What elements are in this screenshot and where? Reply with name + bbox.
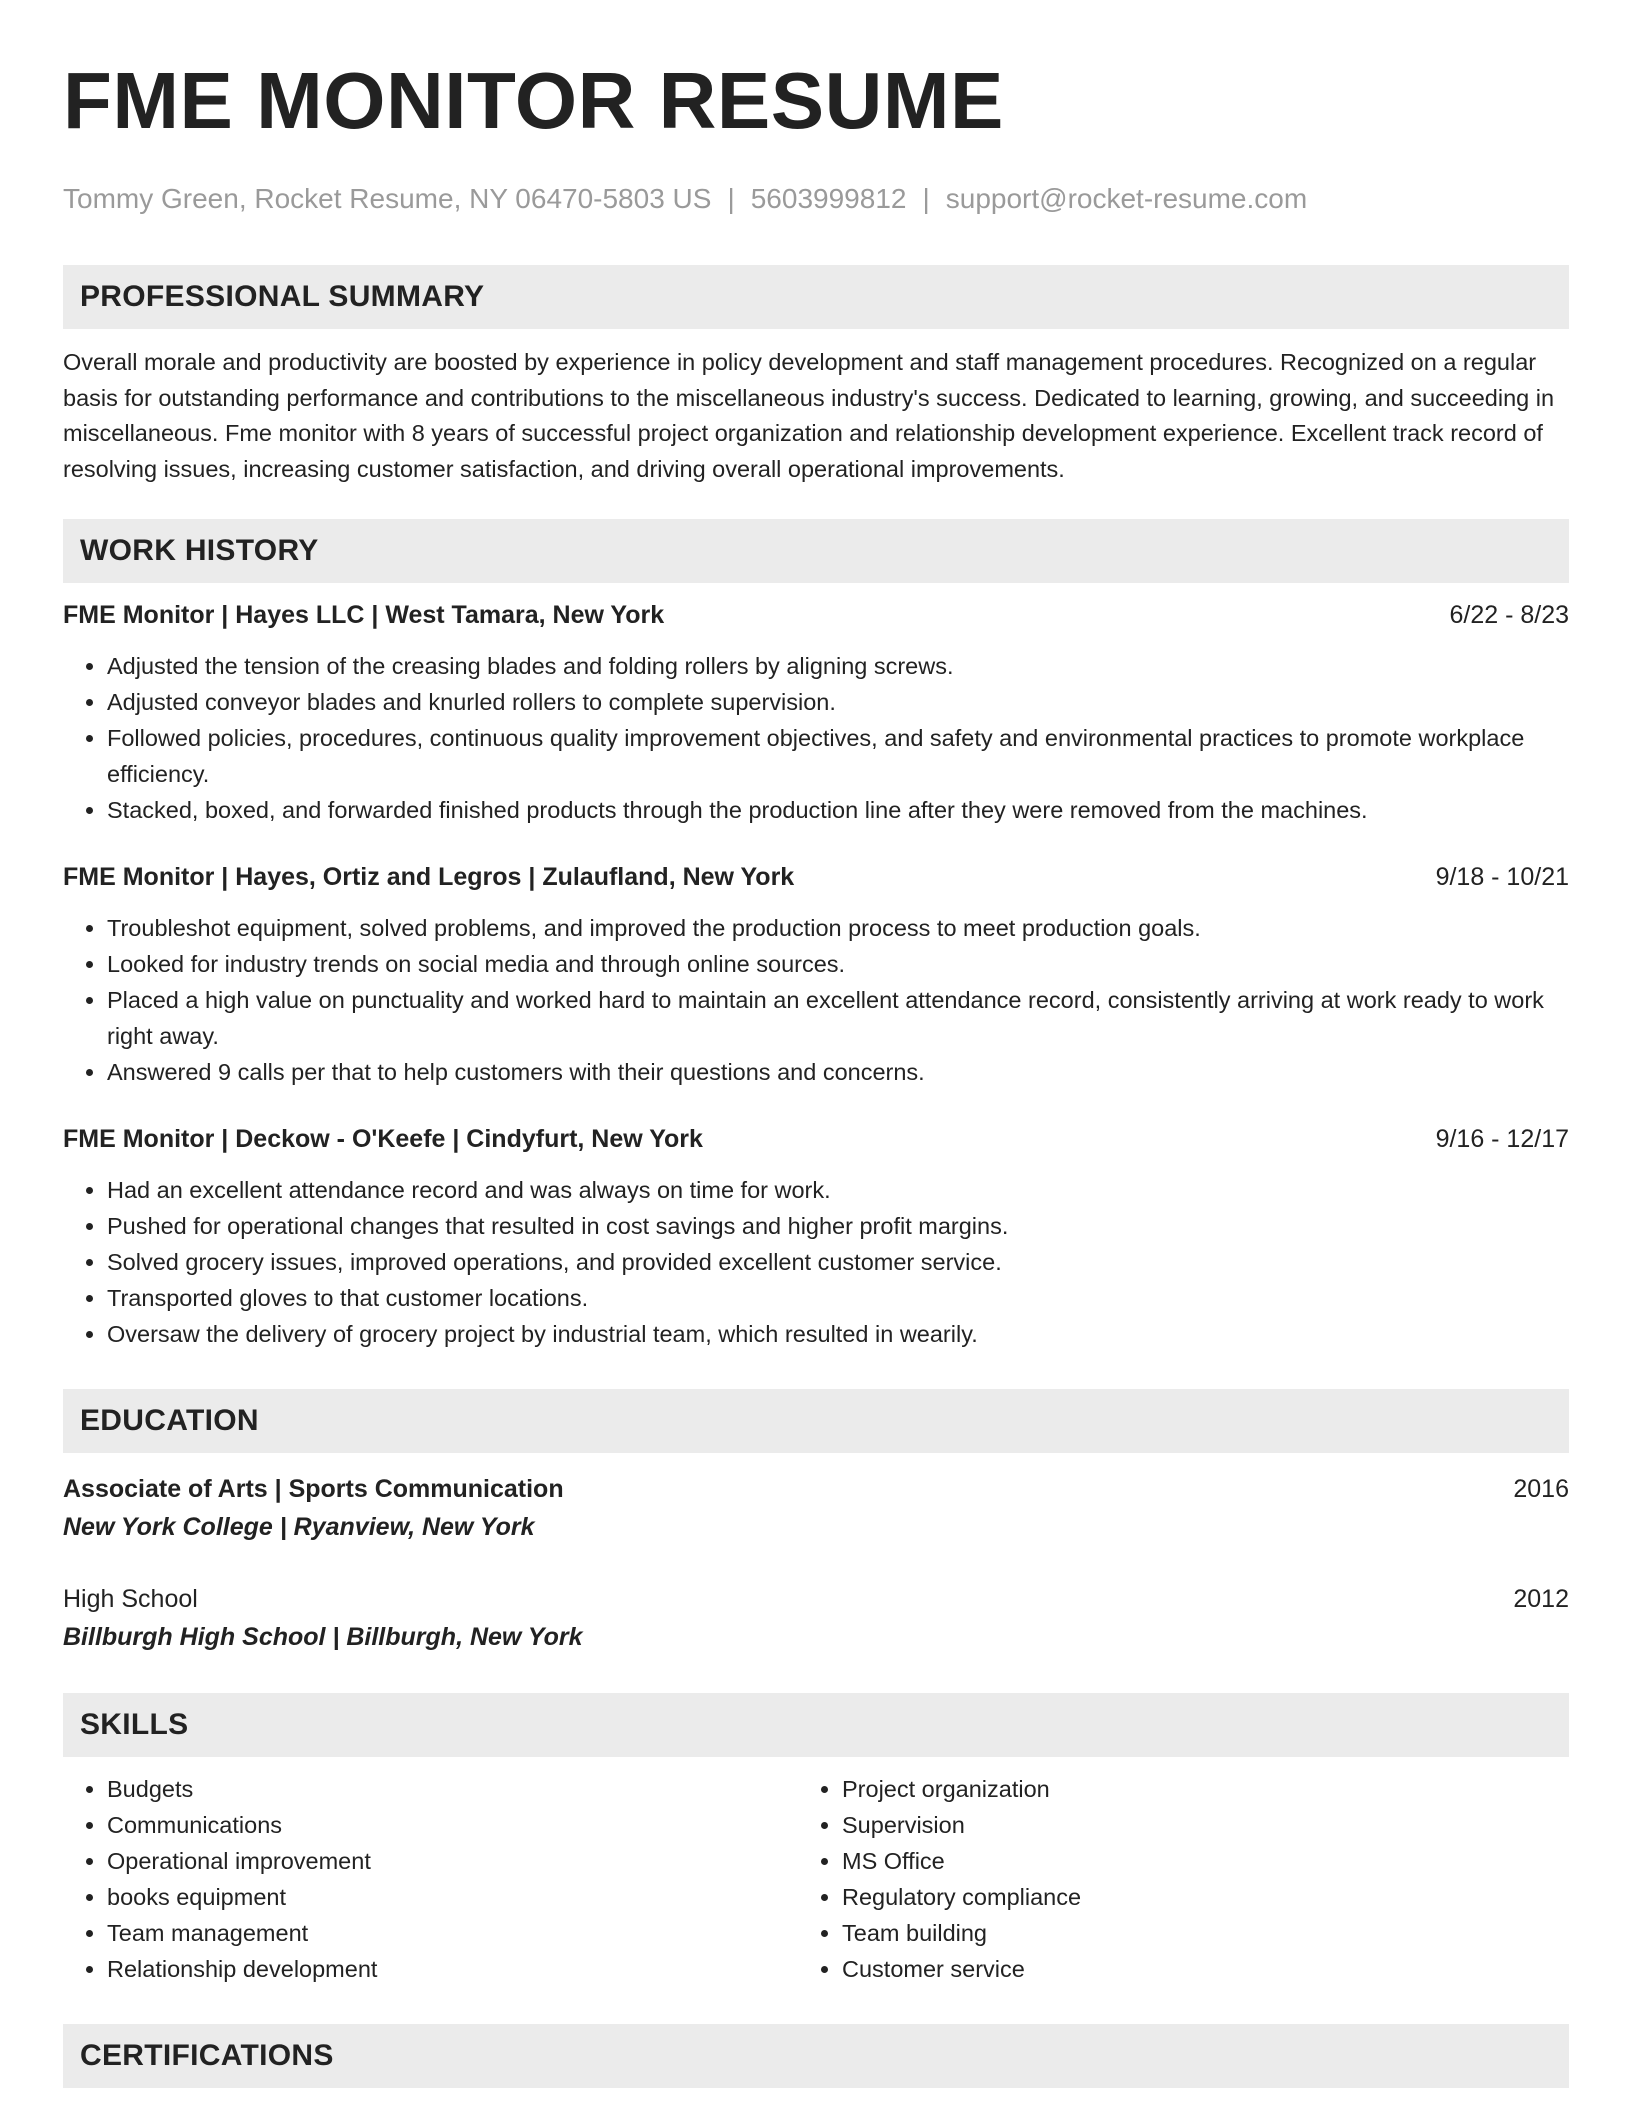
list-item: • Customer service	[842, 1951, 1533, 1987]
list-item: • Followed policies, procedures, continuous quality improvement objectives, and safety and environmental practices to promote workplace efficiency.	[107, 720, 1569, 792]
education-degree: High School	[63, 1585, 198, 1613]
job-header	[63, 1122, 1569, 1156]
list-item: • Placed a high value on punctuality and worked hard to maintain an excellent attendance record, consistently arriving at work ready to work right away.	[107, 982, 1569, 1054]
contact-separator: |	[922, 183, 930, 214]
section-heading-summary: PROFESSIONAL SUMMARY	[63, 265, 1569, 329]
contact-address: Tommy Green, Rocket Resume, NY 06470-5803 US	[63, 183, 712, 214]
job-dates: 6/22 - 8/23	[1449, 601, 1569, 629]
list-item: • Team management	[107, 1915, 798, 1951]
job-bullets	[63, 648, 1569, 828]
job-title: FME Monitor | Deckow - O'Keefe | Cindyfurt, New York	[63, 1125, 703, 1153]
job-title: FME Monitor | Hayes LLC | West Tamara, New York	[63, 601, 665, 629]
education-entry	[63, 1471, 1569, 1547]
list-item: • Supervision	[842, 1807, 1533, 1843]
list-item: • Had an excellent attendance record and was always on time for work.	[107, 1172, 1569, 1208]
job-header	[63, 598, 1569, 632]
list-item: • Answered 9 calls per that to help customers with their questions and concerns.	[107, 1054, 1569, 1090]
list-item: • Oversaw the delivery of grocery project by industrial team, which resulted in wearily.	[107, 1316, 1569, 1352]
education-header	[63, 1581, 1569, 1617]
list-item: • Pushed for operational changes that resulted in cost savings and higher profit margins.	[107, 1208, 1569, 1244]
section-heading-work-history: WORK HISTORY	[63, 519, 1569, 583]
list-item: • Adjusted the tension of the creasing blades and folding rollers by aligning screws.	[107, 648, 1569, 684]
list-item: • Communications	[107, 1807, 798, 1843]
job-dates: 9/16 - 12/17	[1435, 1125, 1569, 1153]
section-heading-skills: SKILLS	[63, 1693, 1569, 1757]
education-header	[63, 1471, 1569, 1507]
education-school: New York College | Ryanview, New York	[63, 1513, 535, 1541]
job-entry	[63, 860, 1569, 1090]
education-year: 2012	[1513, 1585, 1569, 1613]
contact-phone: 5603999812	[750, 183, 907, 214]
education-degree: Associate of Arts | Sports Communication	[63, 1475, 564, 1503]
list-item: • Operational improvement	[107, 1843, 798, 1879]
job-title: FME Monitor | Hayes, Ortiz and Legros | Zulaufland, New York	[63, 863, 795, 891]
list-item: • Relationship development	[107, 1951, 798, 1987]
list-item: • Project organization	[842, 1771, 1533, 1807]
list-item: • Solved grocery issues, improved operations, and provided excellent customer service.	[107, 1244, 1569, 1280]
skills-column-left	[63, 1771, 798, 1987]
section-heading-certifications: CERTIFICATIONS	[63, 2024, 1569, 2088]
list-item: • Troubleshot equipment, solved problems, and improved the production process to meet production goals.	[107, 910, 1569, 946]
section-heading-education: EDUCATION	[63, 1389, 1569, 1453]
job-entry	[63, 598, 1569, 828]
resume-title: FME MONITOR RESUME	[63, 56, 1004, 145]
skills-list	[63, 1771, 1569, 1987]
job-dates: 9/18 - 10/21	[1435, 863, 1569, 891]
contact-line	[63, 182, 1569, 216]
list-item: • Regulatory compliance	[842, 1879, 1533, 1915]
list-item: • Stacked, boxed, and forwarded finished products through the production line after they were removed from the machines.	[107, 792, 1569, 828]
education-school: Billburgh High School | Billburgh, New York	[63, 1623, 583, 1651]
contact-email: support@rocket-resume.com	[945, 183, 1308, 214]
skills-column-right	[798, 1771, 1533, 1987]
list-item: • Looked for industry trends on social media and through online sources.	[107, 946, 1569, 982]
education-entry	[63, 1581, 1569, 1657]
education-year: 2016	[1513, 1475, 1569, 1503]
list-item: • Transported gloves to that customer locations.	[107, 1280, 1569, 1316]
list-item: • Team building	[842, 1915, 1533, 1951]
summary-text: Overall morale and productivity are boosted by experience in policy development and staff management procedures. Recognized on a regular basis for outstanding performance and contributions to the miscellaneous industry's success. Dedicated to learning, growing, and succeeding in miscellaneous. Fme monitor with 8 years of successful project organization and relationship development experience. Excellent track record of resolving issues, increasing customer satisfaction, and driving overall operational improvements.	[63, 349, 1555, 482]
list-item: • Adjusted conveyor blades and knurled rollers to complete supervision.	[107, 684, 1569, 720]
job-header	[63, 860, 1569, 894]
job-entry	[63, 1122, 1569, 1352]
list-item: • Budgets	[107, 1771, 798, 1807]
job-bullets	[63, 1172, 1569, 1352]
job-bullets	[63, 910, 1569, 1090]
contact-separator: |	[727, 183, 735, 214]
list-item: • books equipment	[107, 1879, 798, 1915]
list-item: • MS Office	[842, 1843, 1533, 1879]
